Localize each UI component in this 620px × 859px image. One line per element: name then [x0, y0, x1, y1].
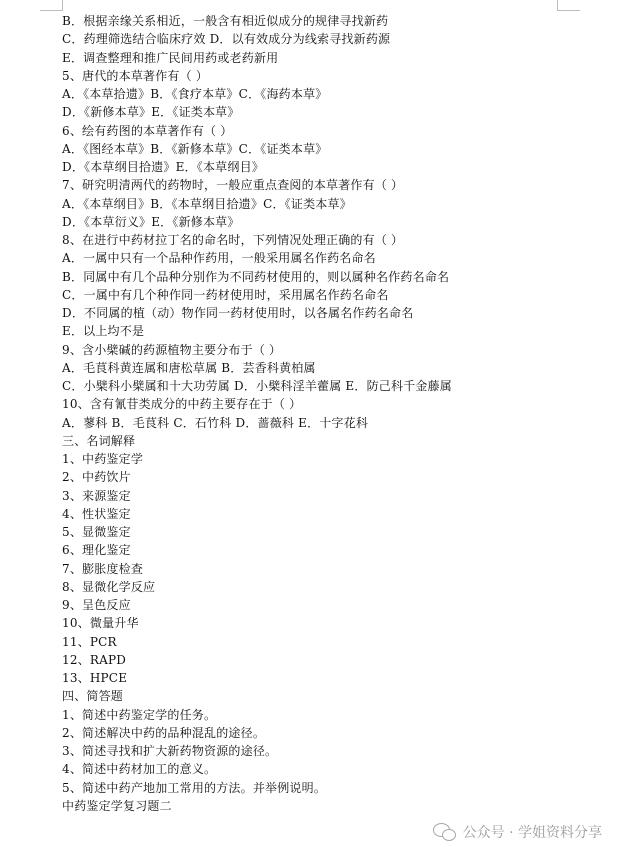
text-line: 10、微量升华 — [62, 616, 139, 631]
text-line: C．小檗科小檗属和十大功劳属 D．小檗科淫羊藿属 E．防己科千金藤属 — [62, 379, 452, 393]
text-line: D．不同属的植（动）物作同一药材使用时，以各属名作药名命名 — [62, 306, 414, 320]
text-line: 中药鉴定学复习题二 — [62, 798, 172, 813]
text-line: 2、简述解决中药的品种混乱的途径。 — [62, 725, 266, 740]
text-line: 7、研究明清两代的药物时，一般应重点查阅的本草著作有（ ） — [62, 178, 404, 193]
text-line: 12、RAPD — [62, 652, 127, 667]
text-line: 4、性状鉴定 — [62, 506, 131, 521]
text-line: 6、绘有药图的本草著作有（ ） — [62, 123, 233, 138]
text-line: 11、PCR — [62, 634, 117, 649]
text-line: A．蓼科 B．毛茛科 C．石竹科 D．蔷薇科 E．十字花科 — [62, 415, 369, 430]
text-line: C．药理筛选结合临床疗效 D．以有效成分为线索寻找新药源 — [62, 32, 391, 47]
text-line: A．《本草纲目》B．《本草纲目拾遗》C．《证类本草》 — [62, 196, 352, 211]
text-line: A．毛茛科黄连属和唐松草属 B．芸香科黄柏属 — [62, 360, 316, 375]
text-line: 9、呈色反应 — [62, 598, 131, 612]
document-text — [62, 12, 582, 815]
text-line: 9、含小檗碱的药源植物主要分布于（ ） — [62, 342, 282, 357]
text-line: 2、中药饮片 — [62, 470, 131, 485]
text-line: 5、显微鉴定 — [62, 525, 131, 539]
text-line: 1、中药鉴定学 — [62, 452, 144, 466]
text-line: E．以上均不是 — [62, 324, 145, 339]
text-line: C．一属中有几个种作同一药材使用时，采用属名作药名命名 — [62, 287, 389, 302]
wechat-icon — [433, 822, 457, 842]
text-line: D．《本草衍义》E．《新修本草》 — [62, 214, 240, 229]
text-line: 3、来源鉴定 — [62, 488, 131, 503]
text-line: A．一属中只有一个品种作药用，一般采用属名作药名命名 — [62, 251, 376, 266]
watermark — [433, 819, 602, 845]
text-line: 5、唐代的本草著作有（ ） — [62, 68, 209, 83]
text-line: 三、名词解释 — [62, 433, 136, 448]
text-line: 四、简答题 — [62, 689, 124, 704]
text-line: D．《本草纲目拾遗》E．《本草纲目》 — [62, 160, 264, 174]
text-line: 10、含有氰苷类成分的中药主要存在于（ ） — [62, 397, 302, 412]
text-line: B．同属中有几个品种分别作为不同药材使用的，则以属种名作药名命名 — [62, 269, 450, 284]
watermark-text: 公众号 · 学姐资料分享 — [462, 825, 602, 841]
text-line: 7、膨胀度检查 — [62, 561, 144, 576]
text-line: 5、简述中药产地加工常用的方法。并举例说明。 — [62, 780, 327, 795]
page-corner-mark — [557, 0, 580, 11]
text-line: D．《新修本草》E．《证类本草》 — [62, 105, 240, 120]
text-line: A．《本草拾遗》B．《食疗本草》C．《海药本草》 — [62, 87, 328, 101]
text-line: A．《图经本草》B．《新修本草》C．《证类本草》 — [62, 141, 328, 156]
text-line: B．根据亲缘关系相近，一般含有相近似成分的规律寻找新药 — [62, 14, 389, 28]
text-line: 1、简述中药鉴定学的任务。 — [62, 707, 217, 722]
text-line: E．调查整理和推广民间用药或老药新用 — [62, 50, 279, 65]
text-line: 8、显微化学反应 — [62, 579, 156, 594]
text-line: 3、简述寻找和扩大新药物资源的途径。 — [62, 744, 278, 758]
text-line: 8、在进行中药材拉丁名的命名时，下列情况处理正确的有（ ） — [62, 233, 404, 247]
page-corner-mark — [40, 0, 63, 11]
text-line: 4、简述中药材加工的意义。 — [62, 762, 217, 777]
text-line: 6、理化鉴定 — [62, 543, 131, 558]
text-line: 13、HPCE — [62, 671, 128, 685]
